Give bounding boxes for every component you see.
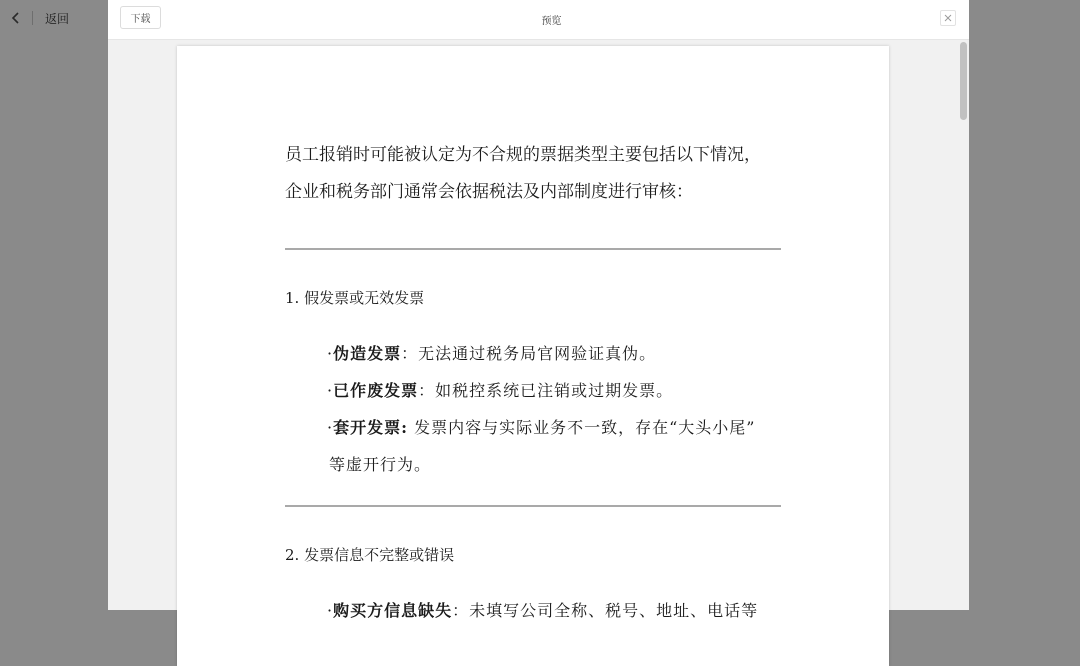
back-button[interactable]: 返回: [45, 12, 70, 26]
modal-header: [108, 0, 969, 40]
section-heading: 1. 假发票或无效发票: [285, 289, 425, 307]
preview-modal: [108, 0, 969, 620]
scrollbar-track[interactable]: [958, 40, 969, 610]
divider: [285, 248, 781, 250]
scrollbar-thumb[interactable]: [960, 42, 967, 120]
bullet-text: 无法通过税务局官网验证真伪。: [418, 344, 657, 363]
modal-title: 预览: [541, 16, 562, 27]
document-scroll-area[interactable]: [108, 40, 969, 620]
bullet-text: 发票内容与实际业务不一致，存在“大头小尾”: [408, 418, 756, 437]
list-item-continuation: 等虚开行为。: [329, 455, 432, 474]
bullet-separator: :: [401, 418, 409, 437]
list-item: ·购买方信息缺失：未填写公司全称、税号、地址、电话等: [327, 601, 759, 620]
section-heading: 2. 发票信息不完整或错误: [285, 546, 455, 564]
bullet-text: 如税控系统已注销或过期发票。: [435, 381, 674, 400]
list-item: ·已作废发票：如税控系统已注销或过期发票。: [327, 381, 674, 400]
back-divider: [32, 11, 33, 25]
bullet-text: 未填写公司全称、税号、地址、电话等: [469, 601, 759, 620]
chevron-left-icon[interactable]: [8, 9, 24, 27]
list-item: ·套开发票: 发票内容与实际业务不一致，存在“大头小尾”: [327, 418, 756, 437]
divider: [285, 505, 781, 507]
bullet-term: 伪造发票: [333, 344, 402, 363]
bullet-term: 套开发票: [333, 418, 402, 437]
back-bar: [0, 0, 108, 36]
bullet-separator: ：: [452, 601, 470, 620]
document-page: [177, 46, 889, 666]
intro-line: 员工报销时可能被认定为不合规的票据类型主要包括以下情况，: [285, 145, 761, 165]
bullet-term: 购买方信息缺失: [333, 601, 453, 620]
bullet-separator: ：: [418, 381, 436, 400]
bullet-separator: ：: [401, 344, 419, 363]
close-button[interactable]: [940, 10, 956, 26]
close-icon: [941, 11, 955, 25]
list-item: ·伪造发票：无法通过税务局官网验证真伪。: [327, 344, 657, 363]
bullet-term: 已作废发票: [333, 381, 419, 400]
intro-line: 企业和税务部门通常会依据税法及内部制度进行审核：: [285, 182, 693, 202]
download-button[interactable]: 下载: [120, 6, 161, 29]
